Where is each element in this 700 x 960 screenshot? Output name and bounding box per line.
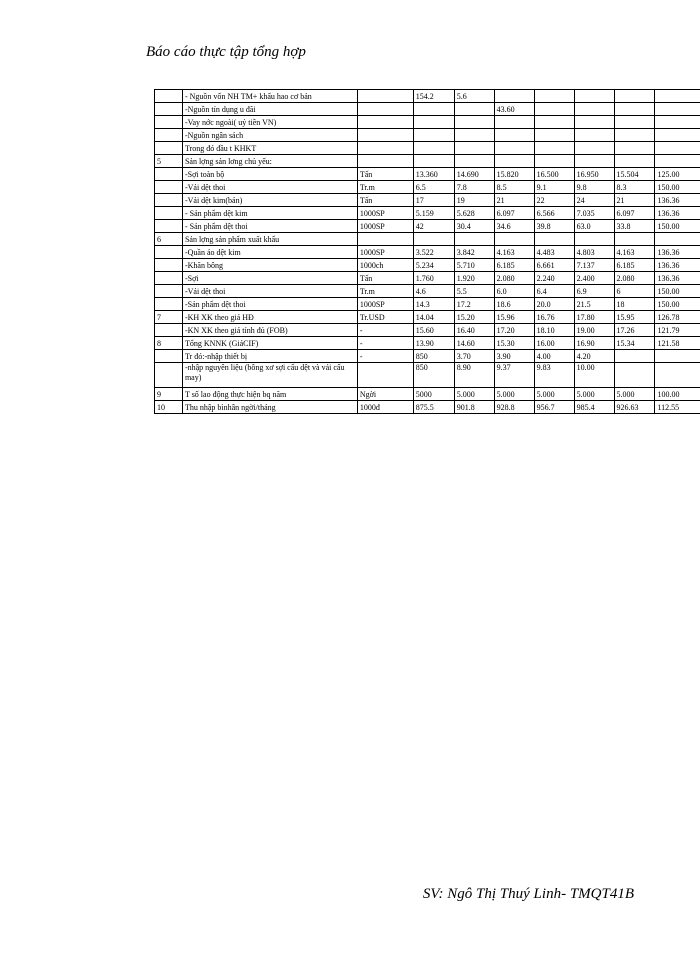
cell-no	[155, 246, 183, 259]
cell-unit	[357, 90, 413, 103]
cell-value: 17.2	[454, 298, 494, 311]
cell-value: 6.097	[494, 207, 534, 220]
cell-no	[155, 298, 183, 311]
cell-value: 4.483	[534, 246, 574, 259]
cell-percent: 121.79	[655, 324, 700, 337]
cell-value: 1.920	[454, 272, 494, 285]
table-row	[155, 401, 700, 414]
cell-value	[534, 90, 574, 103]
cell-value: 7.035	[574, 207, 614, 220]
cell-value: 4.6	[413, 285, 454, 298]
cell-value: 3.842	[454, 246, 494, 259]
cell-value	[534, 233, 574, 246]
cell-value	[574, 155, 614, 168]
cell-value	[574, 103, 614, 116]
cell-value: 6.9	[574, 285, 614, 298]
cell-value: 5.5	[454, 285, 494, 298]
cell-percent	[655, 350, 700, 363]
cell-value: 8.3	[614, 181, 655, 194]
cell-value	[614, 103, 655, 116]
cell-value: 6.4	[534, 285, 574, 298]
table-row	[155, 324, 700, 337]
cell-value	[413, 155, 454, 168]
cell-unit: 1000SP	[357, 298, 413, 311]
cell-percent	[655, 142, 700, 155]
cell-value	[494, 155, 534, 168]
cell-value	[413, 142, 454, 155]
cell-indicator: Sản lợng sản phẩm xuất khẩu	[182, 233, 357, 246]
cell-value: 6.097	[614, 207, 655, 220]
cell-percent: 125.00	[655, 168, 700, 181]
cell-value: 13.90	[413, 337, 454, 350]
cell-indicator: -Sản phẩm dệt thoi	[182, 298, 357, 311]
cell-value: 21.5	[574, 298, 614, 311]
cell-value	[614, 129, 655, 142]
table-row	[155, 363, 700, 388]
page-footer: SV: Ngô Thị Thuý Linh- TMQT41B	[422, 886, 634, 902]
cell-indicator: - Sản phẩm dệt thoi	[182, 220, 357, 233]
cell-value: 985.4	[574, 401, 614, 414]
cell-value: 5.000	[454, 388, 494, 401]
cell-value	[454, 233, 494, 246]
cell-value: 17.26	[614, 324, 655, 337]
cell-value: 5.710	[454, 259, 494, 272]
page-header: Báo cáo thực tập tổng hợp	[146, 44, 306, 60]
cell-percent: 136.36	[655, 246, 700, 259]
cell-value: 901.8	[454, 401, 494, 414]
cell-no: 8	[155, 337, 183, 350]
cell-percent	[655, 155, 700, 168]
cell-unit: -	[357, 324, 413, 337]
cell-indicator: -KN XK theo giá tính đủ (FOB)	[182, 324, 357, 337]
table-row	[155, 155, 700, 168]
cell-value: 13.360	[413, 168, 454, 181]
cell-indicator: -Vải dệt kim(bán)	[182, 194, 357, 207]
cell-indicator: -nhập nguyên liệu (bông xơ sợi cấu dệt và vải cấu may)	[182, 363, 357, 388]
cell-value	[494, 90, 534, 103]
cell-no	[155, 116, 183, 129]
cell-value	[534, 103, 574, 116]
cell-value: 850	[413, 363, 454, 388]
cell-indicator: -Quần áo dệt kim	[182, 246, 357, 259]
cell-value: 4.803	[574, 246, 614, 259]
cell-value: 16.500	[534, 168, 574, 181]
cell-value: 33.8	[614, 220, 655, 233]
cell-percent: 150.00	[655, 220, 700, 233]
cell-value: 34.6	[494, 220, 534, 233]
cell-indicator: Trong đó đầu t KHKT	[182, 142, 357, 155]
cell-value: 21	[614, 194, 655, 207]
cell-value: 6.566	[534, 207, 574, 220]
cell-no	[155, 90, 183, 103]
cell-value	[614, 363, 655, 388]
cell-value	[614, 350, 655, 363]
cell-value: 14.60	[454, 337, 494, 350]
cell-unit: Tấn	[357, 168, 413, 181]
cell-value: 16.90	[574, 337, 614, 350]
cell-value: 15.504	[614, 168, 655, 181]
cell-value: 20.0	[534, 298, 574, 311]
cell-no: 5	[155, 155, 183, 168]
cell-value: 6	[614, 285, 655, 298]
table-row	[155, 181, 700, 194]
cell-value: 4.163	[614, 246, 655, 259]
cell-unit	[357, 363, 413, 388]
cell-value: 14.3	[413, 298, 454, 311]
cell-indicator: -Khăn bông	[182, 259, 357, 272]
cell-value: 16.00	[534, 337, 574, 350]
cell-percent: 150.00	[655, 298, 700, 311]
cell-percent: 150.00	[655, 181, 700, 194]
cell-value: 5.159	[413, 207, 454, 220]
cell-unit	[357, 103, 413, 116]
table-row	[155, 220, 700, 233]
cell-unit: Tr.m	[357, 285, 413, 298]
cell-value: 39.8	[534, 220, 574, 233]
cell-value	[494, 116, 534, 129]
cell-value: 5000	[413, 388, 454, 401]
cell-indicator: Sản lợng sản lơng chủ yếu:	[182, 155, 357, 168]
cell-value	[614, 90, 655, 103]
cell-value: 15.95	[614, 311, 655, 324]
cell-value: 15.34	[614, 337, 655, 350]
cell-no	[155, 194, 183, 207]
cell-no	[155, 272, 183, 285]
cell-value: 14.690	[454, 168, 494, 181]
cell-value: 956.7	[534, 401, 574, 414]
cell-value: 8.5	[494, 181, 534, 194]
cell-value: 7.8	[454, 181, 494, 194]
cell-value	[454, 116, 494, 129]
cell-value: 5.234	[413, 259, 454, 272]
cell-value	[454, 129, 494, 142]
report-table	[154, 89, 700, 414]
cell-value: 9.8	[574, 181, 614, 194]
table-row	[155, 272, 700, 285]
cell-no	[155, 181, 183, 194]
cell-indicator: -Vay nớc ngoài( uỷ tiền VN)	[182, 116, 357, 129]
cell-value: 15.820	[494, 168, 534, 181]
cell-value: 5.6	[454, 90, 494, 103]
cell-value: 17	[413, 194, 454, 207]
cell-value: 6.0	[494, 285, 534, 298]
cell-value: 15.96	[494, 311, 534, 324]
cell-unit: 1000SP	[357, 246, 413, 259]
cell-value: 18.6	[494, 298, 534, 311]
table-row	[155, 168, 700, 181]
cell-value: 15.30	[494, 337, 534, 350]
cell-no	[155, 103, 183, 116]
cell-value	[574, 116, 614, 129]
cell-percent: 100.00	[655, 388, 700, 401]
cell-value: 5.628	[454, 207, 494, 220]
cell-no	[155, 168, 183, 181]
cell-value	[413, 103, 454, 116]
cell-no: 9	[155, 388, 183, 401]
table-row	[155, 350, 700, 363]
cell-percent	[655, 129, 700, 142]
cell-indicator: - Nguồn vốn NH TM+ khấu hao cơ bản	[182, 90, 357, 103]
cell-value: 2.240	[534, 272, 574, 285]
cell-value: 16.950	[574, 168, 614, 181]
cell-value	[413, 129, 454, 142]
cell-value: 9.37	[494, 363, 534, 388]
table-row	[155, 337, 700, 350]
cell-value	[614, 116, 655, 129]
table-row	[155, 103, 700, 116]
cell-value	[574, 129, 614, 142]
cell-unit: 1000SP	[357, 207, 413, 220]
cell-percent: 136.36	[655, 194, 700, 207]
cell-value: 21	[494, 194, 534, 207]
cell-value: 8.90	[454, 363, 494, 388]
cell-no: 7	[155, 311, 183, 324]
cell-value: 875.5	[413, 401, 454, 414]
cell-value	[454, 142, 494, 155]
cell-value: 10.00	[574, 363, 614, 388]
cell-unit	[357, 233, 413, 246]
cell-indicator: -Nguồn ngân sách	[182, 129, 357, 142]
cell-value: 3.70	[454, 350, 494, 363]
table-row	[155, 311, 700, 324]
cell-value	[614, 233, 655, 246]
cell-value: 14.04	[413, 311, 454, 324]
cell-no	[155, 363, 183, 388]
cell-percent	[655, 90, 700, 103]
cell-percent: 136.36	[655, 259, 700, 272]
cell-percent: 150.00	[655, 285, 700, 298]
cell-percent: 121.58	[655, 337, 700, 350]
cell-unit: 1000ch	[357, 259, 413, 272]
cell-value: 42	[413, 220, 454, 233]
cell-percent	[655, 233, 700, 246]
cell-value	[454, 155, 494, 168]
cell-unit: Tr.USD	[357, 311, 413, 324]
cell-value: 154.2	[413, 90, 454, 103]
cell-value	[614, 142, 655, 155]
cell-value	[534, 129, 574, 142]
cell-no	[155, 129, 183, 142]
cell-value: 3.90	[494, 350, 534, 363]
cell-value: 926.63	[614, 401, 655, 414]
cell-value: 850	[413, 350, 454, 363]
cell-value	[494, 129, 534, 142]
cell-value: 4.20	[574, 350, 614, 363]
cell-no	[155, 285, 183, 298]
cell-indicator: -Vải dệt thoi	[182, 181, 357, 194]
cell-percent: 126.78	[655, 311, 700, 324]
cell-unit	[357, 155, 413, 168]
cell-no	[155, 142, 183, 155]
cell-value: 16.40	[454, 324, 494, 337]
cell-value: 9.1	[534, 181, 574, 194]
table-row	[155, 285, 700, 298]
cell-value: 6.185	[494, 259, 534, 272]
cell-unit: Tr.m	[357, 181, 413, 194]
cell-value: 2.080	[614, 272, 655, 285]
cell-unit: Ngời	[357, 388, 413, 401]
cell-percent	[655, 363, 700, 388]
cell-value: 1.760	[413, 272, 454, 285]
cell-value: 2.080	[494, 272, 534, 285]
cell-unit: Tấn	[357, 194, 413, 207]
cell-value: 5.000	[534, 388, 574, 401]
cell-value	[574, 233, 614, 246]
cell-value	[614, 155, 655, 168]
cell-value: 4.163	[494, 246, 534, 259]
cell-value: 7.137	[574, 259, 614, 272]
cell-indicator: -KH XK theo giá HĐ	[182, 311, 357, 324]
table-row	[155, 388, 700, 401]
cell-unit: -	[357, 350, 413, 363]
cell-value: 16.76	[534, 311, 574, 324]
cell-indicator: -Sợi toàn bộ	[182, 168, 357, 181]
cell-unit: -	[357, 337, 413, 350]
cell-value: 22	[534, 194, 574, 207]
cell-value: 6.185	[614, 259, 655, 272]
cell-value	[534, 155, 574, 168]
table-row	[155, 259, 700, 272]
cell-unit	[357, 116, 413, 129]
table-row	[155, 129, 700, 142]
cell-value	[494, 142, 534, 155]
cell-percent: 136.36	[655, 207, 700, 220]
cell-indicator: -Nguồn tín dụng u đãi	[182, 103, 357, 116]
table-row	[155, 233, 700, 246]
cell-value	[534, 142, 574, 155]
table-row	[155, 298, 700, 311]
cell-value: 15.20	[454, 311, 494, 324]
table-row	[155, 246, 700, 259]
cell-value: 19.00	[574, 324, 614, 337]
cell-value	[454, 103, 494, 116]
cell-no: 10	[155, 401, 183, 414]
table-row	[155, 90, 700, 103]
cell-value: 928.8	[494, 401, 534, 414]
table-row	[155, 194, 700, 207]
cell-value: 3.522	[413, 246, 454, 259]
table-row	[155, 116, 700, 129]
cell-value: 17.20	[494, 324, 534, 337]
cell-value	[413, 116, 454, 129]
cell-value	[413, 233, 454, 246]
cell-no	[155, 350, 183, 363]
cell-value: 5.000	[494, 388, 534, 401]
cell-unit	[357, 142, 413, 155]
cell-value: 6.661	[534, 259, 574, 272]
cell-value: 4.00	[534, 350, 574, 363]
cell-indicator: -Vải dệt thoi	[182, 285, 357, 298]
cell-indicator: T số lao động thực hiện bq năm	[182, 388, 357, 401]
table-row	[155, 207, 700, 220]
cell-unit: Tấn	[357, 272, 413, 285]
cell-no	[155, 207, 183, 220]
cell-value: 6.5	[413, 181, 454, 194]
cell-value: 5.000	[574, 388, 614, 401]
cell-indicator: -Sợi	[182, 272, 357, 285]
cell-percent: 112.55	[655, 401, 700, 414]
cell-percent	[655, 103, 700, 116]
cell-value: 24	[574, 194, 614, 207]
cell-value	[534, 116, 574, 129]
cell-indicator: Thu nhập bìnhân ngời/tháng	[182, 401, 357, 414]
cell-value: 9.83	[534, 363, 574, 388]
cell-value: 30.4	[454, 220, 494, 233]
cell-no	[155, 259, 183, 272]
cell-value	[574, 90, 614, 103]
cell-unit: 1000SP	[357, 220, 413, 233]
cell-value: 2.400	[574, 272, 614, 285]
cell-no	[155, 220, 183, 233]
cell-value: 18.10	[534, 324, 574, 337]
table-row	[155, 142, 700, 155]
cell-value	[494, 233, 534, 246]
cell-indicator: Tổng KNNK (GiáCIF)	[182, 337, 357, 350]
cell-value: 43.60	[494, 103, 534, 116]
cell-value: 17.80	[574, 311, 614, 324]
cell-value: 5.000	[614, 388, 655, 401]
cell-percent	[655, 116, 700, 129]
cell-percent: 136.36	[655, 272, 700, 285]
cell-unit: 1000đ	[357, 401, 413, 414]
cell-value: 18	[614, 298, 655, 311]
cell-value: 63.0	[574, 220, 614, 233]
cell-unit	[357, 129, 413, 142]
cell-value: 15.60	[413, 324, 454, 337]
cell-no: 6	[155, 233, 183, 246]
cell-value	[574, 142, 614, 155]
cell-no	[155, 324, 183, 337]
cell-indicator: Tr đó:-nhập thiết bị	[182, 350, 357, 363]
cell-indicator: - Sản phẩm dệt kim	[182, 207, 357, 220]
cell-value: 19	[454, 194, 494, 207]
